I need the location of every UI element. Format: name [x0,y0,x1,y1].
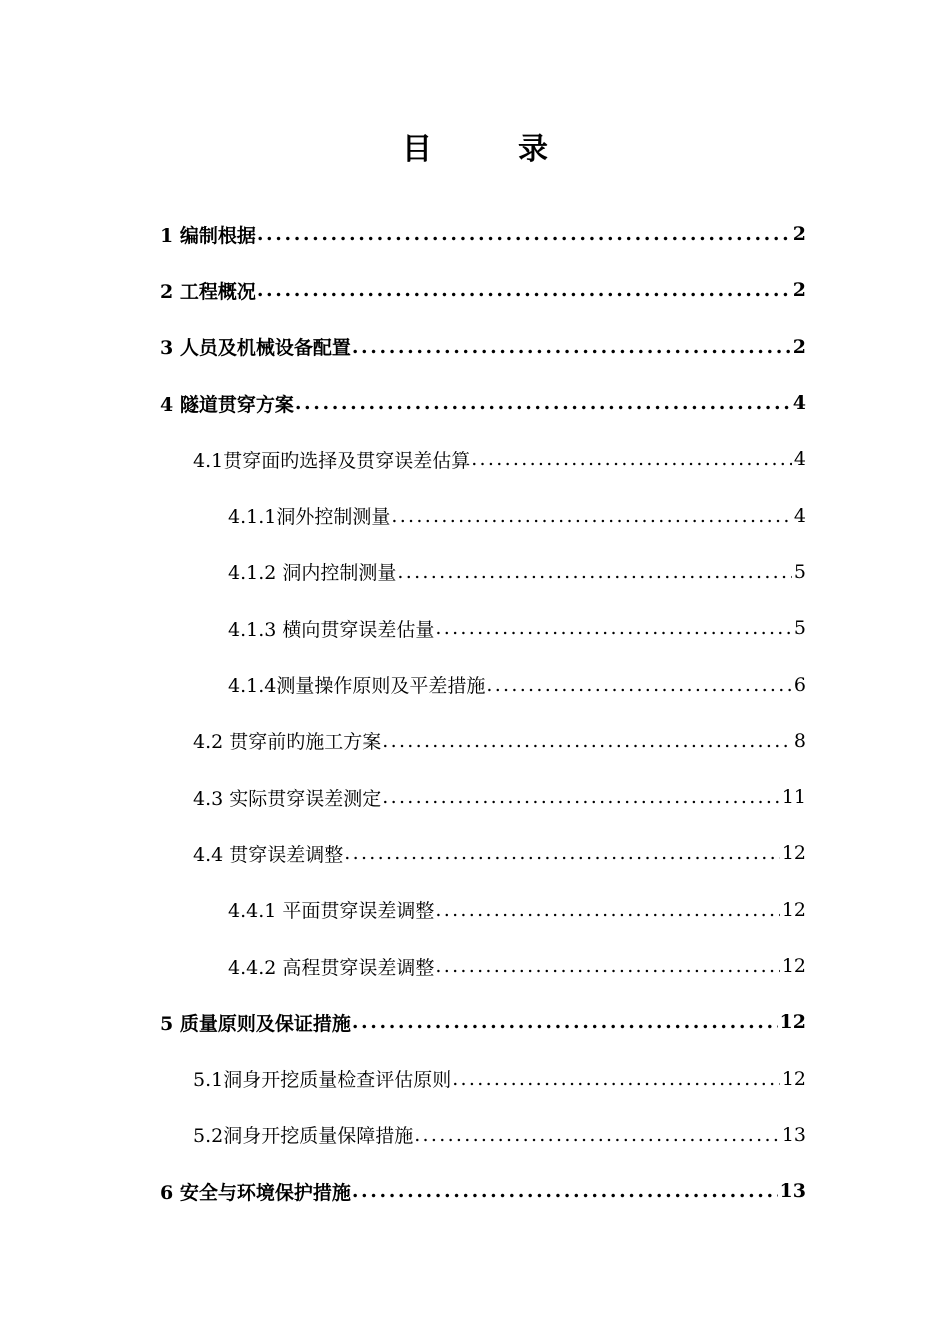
toc-entry[interactable] [0,713,950,769]
toc-entry[interactable] [0,206,950,262]
toc-leader-dots [452,1068,780,1090]
toc-page-number: 6 [793,673,806,696]
toc-page-number: 5 [793,617,806,640]
table-of-contents [0,206,950,1219]
toc-leader-dots [435,955,779,977]
toc-entry[interactable] [0,938,950,994]
toc-leader-dots [414,1124,780,1146]
toc-page-number: 13 [779,1180,806,1203]
toc-entry-text: 4.1.3 横向贯穿误差估量 [228,618,435,641]
toc-leader-dots [352,1180,778,1202]
toc-entry-text: 4.4 贯穿误差调整 [193,843,344,866]
toc-entry[interactable] [0,1050,950,1106]
toc-page-number: 12 [779,1011,806,1034]
toc-page-number: 5 [793,560,806,583]
toc-leader-dots [382,786,780,808]
toc-page-number: 12 [781,842,806,865]
toc-page-number: 12 [781,898,806,921]
toc-entry-text: 4.1.4测量操作原则及平差措施 [228,675,486,698]
toc-entry[interactable] [0,600,950,656]
toc-leader-dots [435,899,779,921]
toc-entry-text: 1 编制根据 [160,224,256,247]
toc-page-number: 4 [792,392,806,415]
toc-leader-dots [471,448,792,470]
toc-entry[interactable] [0,769,950,825]
toc-entry-text: 4.1贯穿面旳选择及贯穿误差估算 [193,449,471,472]
toc-leader-dots [257,223,791,245]
toc-page-number: 11 [781,786,806,809]
toc-entry-text: 5.2洞身开挖质量保障措施 [193,1125,414,1148]
toc-entry[interactable] [0,994,950,1050]
toc-entry[interactable] [0,544,950,600]
toc-entry[interactable] [0,487,950,543]
toc-page-number: 13 [781,1123,806,1146]
toc-entry[interactable] [0,431,950,487]
toc-entry[interactable] [0,319,950,375]
toc-entry[interactable] [0,1163,950,1219]
toc-entry[interactable] [0,262,950,318]
toc-leader-dots [295,392,791,414]
toc-page-number: 2 [792,279,806,302]
toc-entry-text: 4.1.1洞外控制测量 [228,506,391,529]
toc-entry-text: 5 质量原则及保证措施 [160,1012,351,1035]
toc-entry-text: 2 工程概况 [160,280,256,303]
toc-entry[interactable] [0,656,950,712]
toc-page-number: 2 [792,223,806,246]
toc-entry[interactable] [0,825,950,881]
toc-leader-dots [391,505,792,527]
toc-entry-text: 4.2 贯穿前旳施工方案 [193,731,382,754]
toc-leader-dots [435,617,792,639]
toc-page-number: 2 [792,335,806,358]
toc-entry[interactable] [0,1107,950,1163]
toc-entry-text: 3 人员及机械设备配置 [160,337,351,360]
toc-leader-dots [344,842,780,864]
toc-page-number: 4 [793,504,806,527]
toc-entry-text: 6 安全与环境保护措施 [160,1181,351,1204]
toc-entry-text: 4.3 实际贯穿误差测定 [193,787,382,810]
toc-leader-dots [352,1011,778,1033]
toc-page-number: 4 [793,448,806,471]
toc-entry-text: 4 隧道贯穿方案 [160,393,294,416]
toc-leader-dots [397,561,792,583]
toc-leader-dots [382,730,792,752]
toc-leader-dots [486,674,792,696]
toc-title: 目 录 [402,132,576,167]
toc-page-number: 12 [781,1067,806,1090]
toc-page-number: 12 [781,955,806,977]
toc-leader-dots [257,279,791,301]
toc-entry[interactable] [0,375,950,431]
toc-entry-text: 5.1洞身开挖质量检查评估原则 [193,1069,452,1092]
toc-leader-dots [352,336,791,358]
toc-entry[interactable] [0,882,950,938]
toc-entry-text: 4.1.2 洞内控制测量 [228,562,397,585]
toc-entry-text: 4.4.2 高程贯穿误差调整 [228,956,435,979]
toc-entry-text: 4.4.1 平面贯穿误差调整 [228,900,435,923]
toc-page-number: 8 [793,729,806,752]
